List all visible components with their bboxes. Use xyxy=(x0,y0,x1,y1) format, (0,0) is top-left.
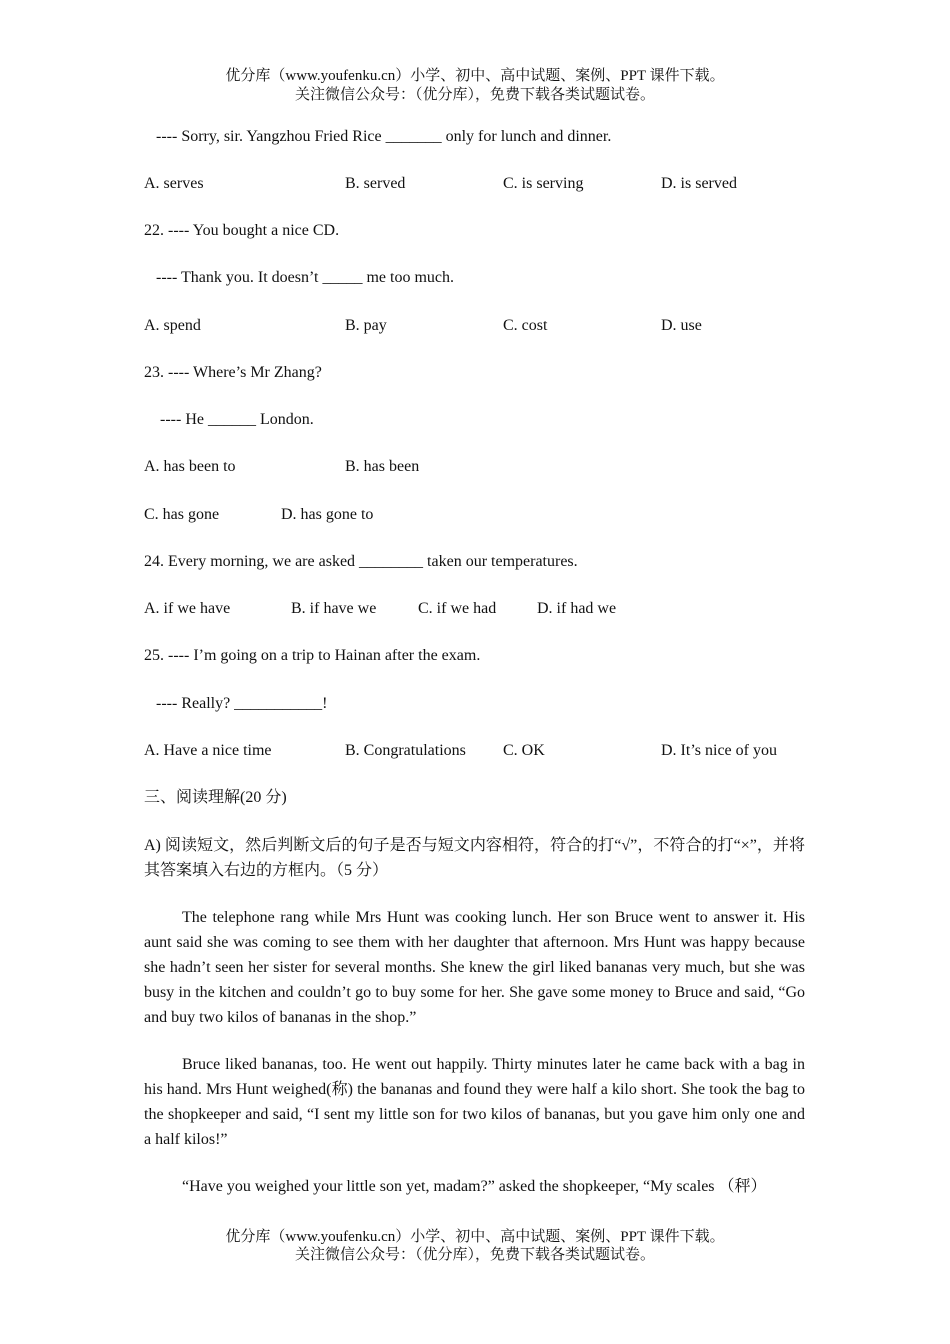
q23-question: 23. ---- Where’s Mr Zhang? xyxy=(144,364,322,381)
q24-question: 24. Every morning, we are asked ________ taken our temperatures. xyxy=(144,553,578,570)
q23-option-d: D. has gone to xyxy=(281,506,374,523)
q24-option-d: D. if had we xyxy=(537,600,617,617)
q24-option-b: B. if have we xyxy=(291,600,377,617)
q25-question: 25. ---- I’m going on a trip to Hainan after the exam. xyxy=(144,647,481,664)
q25-reply: ---- Really? ___________! xyxy=(156,695,328,712)
section-title: 三、阅读理解(20 分) xyxy=(144,789,287,806)
q21-option-d: D. is served xyxy=(661,175,737,192)
q23-reply: ---- He ______ London. xyxy=(160,411,314,428)
q21-option-a: A. serves xyxy=(144,175,204,192)
q25-option-b: B. Congratulations xyxy=(345,742,466,759)
passage-paragraph-2: Bruce liked bananas, too. He went out happily. Thirty minutes later he came back with a bag in his hand. Mrs Hunt weighed(称) the bananas and found they were half a kilo short. She took the bag to the shopkeeper and said, “I sent my little son for two kilos of bananas, but you gave him only one and a half kilos!” xyxy=(144,1056,805,1148)
passage-paragraph-3: “Have you weighed your little son yet, madam?” asked the shopkeeper, “My scales （秤） xyxy=(182,1178,767,1195)
q23-option-b: B. has been xyxy=(345,458,420,475)
q21-option-c: C. is serving xyxy=(503,175,584,192)
q21-option-b: B. served xyxy=(345,175,406,192)
q22-option-b: B. pay xyxy=(345,317,387,334)
q22-option-d: D. use xyxy=(661,317,702,334)
q22-option-c: C. cost xyxy=(503,317,548,334)
q23-option-c: C. has gone xyxy=(144,506,220,523)
part-a-instruction: A) 阅读短文，然后判断文后的句子是否与短文内容相符，符合的打“√”，不符合的打“×”，并将其答案填入右边的方框内。（5 分） xyxy=(144,837,805,879)
q23-option-a: A. has been to xyxy=(144,458,236,475)
q22-option-a: A. spend xyxy=(144,317,201,334)
passage-paragraph-1: The telephone rang while Mrs Hunt was cooking lunch. Her son Bruce went to answer it. His aunt said she was coming to see them with her daughter that afternoon. Mrs Hunt was happy because she hadn’t seen her sister for several months. She knew the girl liked bananas very much, but she was busy in the kitchen and couldn’t go to buy some for her. She gave some money to Bruce and said, “Go and buy two kilos of bananas in the shop.” xyxy=(144,909,805,1026)
q25-option-d: D. It’s nice of you xyxy=(661,742,777,759)
page-footer-line2: 关注微信公众号：（优分库），免费下载各类试题试卷。 xyxy=(294,1247,655,1263)
q25-option-c: C. OK xyxy=(503,742,545,759)
page-footer-line1: 优分库（www.youfenku.cn）小学、初中、高中试题、案例、PPT 课件下载。 xyxy=(225,1229,725,1245)
page-header-line2: 关注微信公众号：（优分库），免费下载各类试题试卷。 xyxy=(294,87,655,103)
q22-question: 22. ---- You bought a nice CD. xyxy=(144,222,340,239)
q22-reply: ---- Thank you. It doesn’t _____ me too much. xyxy=(156,269,455,286)
q21-reply: ---- Sorry, sir. Yangzhou Fried Rice _______ only for lunch and dinner. xyxy=(156,128,612,145)
q24-option-c: C. if we had xyxy=(418,600,497,617)
page-header-line1: 优分库（www.youfenku.cn）小学、初中、高中试题、案例、PPT 课件下载。 xyxy=(225,68,725,84)
q24-option-a: A. if we have xyxy=(144,600,231,617)
q25-option-a: A. Have a nice time xyxy=(144,742,272,759)
